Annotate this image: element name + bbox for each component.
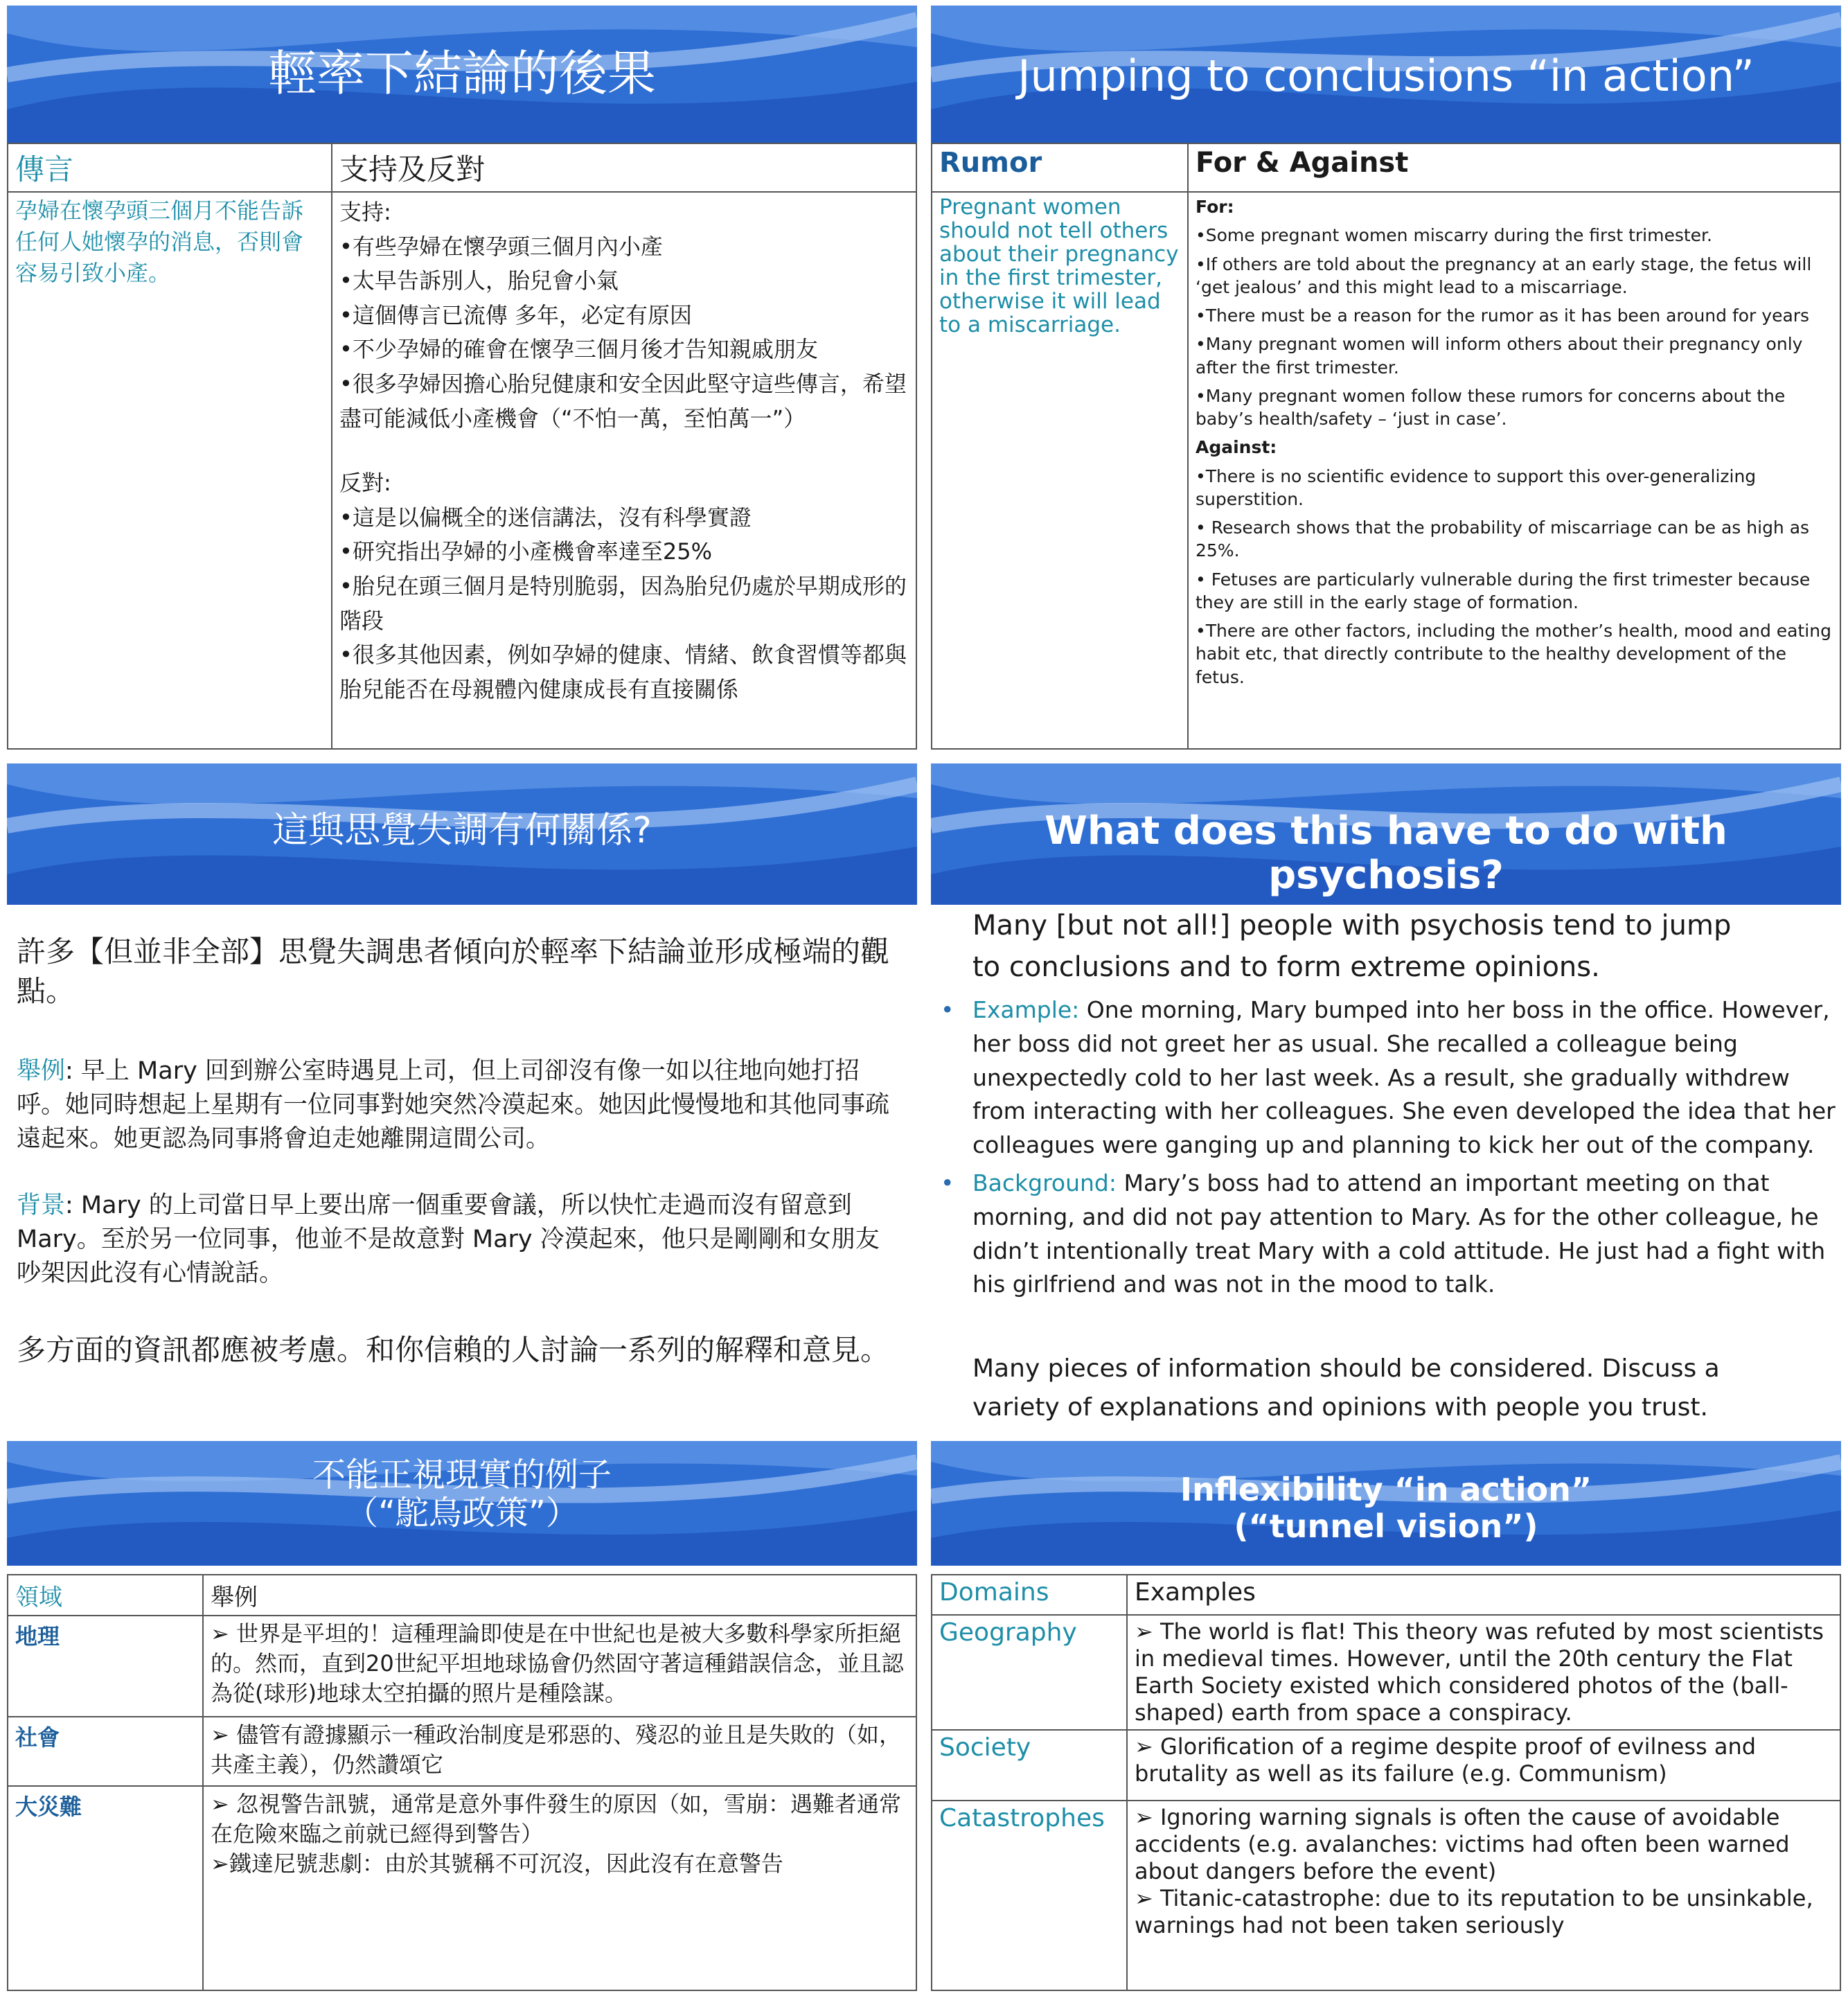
example-catastrophes bbox=[1127, 1801, 1840, 1990]
background-label: Background: bbox=[972, 1169, 1117, 1196]
rumor-table bbox=[7, 143, 917, 750]
for-item: •If others are told about the pregnancy at an early stage, the fetus will ‘get jealous’ and this might lead to a miscarriage. bbox=[1196, 254, 1812, 297]
example-label: 舉例 bbox=[17, 1057, 66, 1085]
slide-3-zh-psychosis bbox=[7, 763, 917, 1429]
slide-4-en-psychosis bbox=[931, 763, 1841, 1429]
for-item: •這個傳言已流傳 多年，必定有原因 bbox=[339, 301, 693, 328]
slide-1-zh-consequences bbox=[7, 6, 917, 751]
header-rumor: 傳言 bbox=[8, 143, 332, 192]
against-item: • Fetuses are particularly vulnerable during the first trimester because they are still in the early stage of formation. bbox=[1196, 569, 1811, 612]
for-item: •Many pregnant women will inform others about their pregnancy only after the first trimester. bbox=[1196, 334, 1803, 378]
slide-title-line-2: （“鴕鳥政策”） bbox=[345, 1494, 579, 1533]
slide-banner bbox=[931, 1441, 1841, 1566]
against-item: •胎兒在頭三個月是特別脆弱，因為胎兒仍處於早期成形的階段 bbox=[339, 572, 907, 634]
domain-society: Society bbox=[932, 1730, 1127, 1801]
against-heading: Against: bbox=[1196, 437, 1277, 458]
rumor-text: 孕婦在懷孕頭三個月不能告訴任何人她懷孕的消息，否則會容易引致小產。 bbox=[8, 192, 332, 749]
for-item: •不少孕婦的確會在懷孕三個月後才告知親戚朋友 bbox=[339, 336, 818, 363]
for-item: •There must be a reason for the rumor as it has been around for years bbox=[1196, 306, 1810, 326]
example-line: ➢ Ignoring warning signals is often the cause of avoidable accidents (e.g. avalanches: victims had often been warned about dangers before the event) bbox=[1135, 1804, 1790, 1885]
outro-text: 多方面的資訊都應被考慮。和你信賴的人討論一系列的解釋和意見。 bbox=[17, 1333, 890, 1367]
for-heading: 支持: bbox=[339, 199, 391, 225]
example-line: ➢ Titanic-catastrophe: due to its reputation to be unsinkable, warnings had not been taken seriously bbox=[1135, 1885, 1813, 1939]
example-catastrophes bbox=[203, 1786, 916, 1990]
slide-title-line-1: Inflexibility “in action” bbox=[1180, 1471, 1592, 1508]
header-rumor: Rumor bbox=[932, 143, 1188, 192]
for-against-cell bbox=[1188, 192, 1840, 749]
against-item: •研究指出孕婦的小產機會率達至25% bbox=[339, 538, 713, 565]
for-item: •Some pregnant women miscarry during the first trimester. bbox=[1196, 225, 1712, 246]
slide-title: Jumping to conclusions “in action” bbox=[1018, 51, 1754, 101]
example-society: ➢ 儘管有證據顯示一種政治制度是邪惡的、殘忍的並且是失敗的（如，共產主義），仍然讚頌它 bbox=[203, 1717, 916, 1786]
slide-banner bbox=[931, 6, 1841, 143]
header-examples: 舉例 bbox=[203, 1575, 916, 1616]
against-heading: 反對: bbox=[339, 470, 391, 497]
slide-title bbox=[7, 1456, 917, 1532]
against-item: •很多其他因素，例如孕婦的健康、情緒、飲食習慣等都與胎兒能否在母親體內健康成長有直接關係 bbox=[339, 642, 907, 702]
against-item: •There are other factors, including the mother’s health, mood and eating habit etc, that directly contribute to the healthy development of the fetus. bbox=[1196, 621, 1831, 687]
example-society: ➢ Glorification of a regime despite proof of evilness and brutality as well as its failure (e.g. Communism) bbox=[1127, 1730, 1840, 1801]
example-bullet bbox=[972, 993, 1838, 1162]
for-item: •太早告訴別人，胎兒會小氣 bbox=[339, 267, 619, 294]
for-item: •Many pregnant women follow these rumors for concerns about the baby’s health/safety – ‘just in case’. bbox=[1196, 385, 1786, 429]
example-geography: ➢ 世界是平坦的！這種理論即使是在中世紀也是被大多數科學家所拒絕的。然而，直到20世紀平坦地球協會仍然固守著這種錯誤信念，並且認為從(球形)地球太空拍攝的照片是種陰謀。 bbox=[203, 1616, 916, 1717]
example-text: : 早上 Mary 回到辦公室時遇見上司，但上司卻沒有像一如以往地向她打招呼。她同時想起上星期有一位同事對她突然冷漠起來。她因此慢慢地和其他同事疏遠起來。她更認為同事將會迫走她離開這間公司。 bbox=[17, 1057, 890, 1153]
header-for-against: 支持及反對 bbox=[332, 143, 916, 192]
slide-title-line-1: 不能正視現實的例子 bbox=[312, 1456, 612, 1494]
domain-geography: Geography bbox=[932, 1615, 1127, 1730]
intro-text: Many [but not all!] people with psychosis tend to jump to conclusions and to form extreme opinions. bbox=[972, 910, 1732, 983]
header-examples: Examples bbox=[1127, 1575, 1840, 1615]
domain-catastrophes: 大災難 bbox=[8, 1786, 203, 1990]
against-item: •這是以偏概全的迷信講法，沒有科學實證 bbox=[339, 504, 752, 531]
slide-5-zh-ostrich bbox=[7, 1441, 917, 1992]
header-for-against: For & Against bbox=[1188, 143, 1840, 192]
domain-geography: 地理 bbox=[8, 1616, 203, 1717]
for-item: •很多孕婦因擔心胎兒健康和安全因此堅守這些傳言，希望盡可能減低小產機會（“不怕一萬，至怕萬一”） bbox=[339, 370, 907, 432]
example-paragraph bbox=[17, 1054, 903, 1156]
background-bullet bbox=[972, 1167, 1838, 1302]
slide-2-en-jumping bbox=[931, 6, 1841, 751]
slide-title: 輕率下結論的後果 bbox=[268, 45, 656, 102]
background-text: Mary’s boss had to attend an important meeting on that morning, and did not pay attention to Mary. As for the other colleague, he didn’t intentionally treat Mary with a cold attitude. He just had a fight with his girlfriend and was not in the mood to talk. bbox=[972, 1169, 1826, 1298]
slide-banner bbox=[7, 6, 917, 143]
example-line: ➢鐵達尼號悲劇：由於其號稱不可沉沒，因此沒有在意警告 bbox=[211, 1850, 783, 1877]
intro-text: 許多【但並非全部】思覺失調患者傾向於輕率下結論並形成極端的觀點。 bbox=[17, 935, 890, 1008]
example-text: One morning, Mary bumped into her boss in the office. However, her boss did not greet her as usual. She recalled a colleague being unexpectedly cold to her last week. As a result, she gradually withdrew from interacting with her colleagues. She even developed the idea that her colleagues were ganging up and planning to kick her out of the company. bbox=[972, 996, 1836, 1159]
domain-society: 社會 bbox=[8, 1717, 203, 1786]
outro-text: Many pieces of information should be considered. Discuss a variety of explanations and opinions with people you trust. bbox=[972, 1354, 1720, 1422]
for-against-cell bbox=[332, 192, 916, 749]
slide-6-en-inflexibility bbox=[931, 1441, 1841, 1992]
slide-title-line-2: (“tunnel vision”) bbox=[1234, 1507, 1538, 1545]
example-line: ➢ 忽視警告訊號，通常是意外事件發生的原因（如，雪崩：遇難者通常在危險來臨之前就已經得到警告） bbox=[211, 1791, 901, 1848]
domain-catastrophes: Catastrophes bbox=[932, 1801, 1127, 1990]
slide-banner bbox=[931, 763, 1841, 905]
slide-title: 這與思覺失調有何關係? bbox=[272, 810, 652, 851]
slide-banner bbox=[7, 1441, 917, 1566]
slide-title bbox=[931, 1471, 1841, 1545]
for-item: •有些孕婦在懷孕頭三個月內小產 bbox=[339, 233, 663, 260]
for-heading: For: bbox=[1196, 197, 1234, 217]
example-label: Example: bbox=[972, 996, 1080, 1023]
rumor-table bbox=[931, 143, 1841, 750]
domains-table bbox=[7, 1574, 917, 1991]
header-domain: 領域 bbox=[8, 1575, 203, 1616]
against-item: • Research shows that the probability of miscarriage can be as high as 25%. bbox=[1196, 518, 1810, 561]
background-label: 背景 bbox=[17, 1192, 66, 1219]
header-domain: Domains bbox=[932, 1575, 1127, 1615]
against-item: •There is no scientific evidence to support this over-generalizing superstition. bbox=[1196, 466, 1757, 509]
background-paragraph bbox=[17, 1189, 903, 1291]
slide-title: What does this have to do with psychosis? bbox=[1045, 808, 1727, 899]
background-text: : Mary 的上司當日早上要出席一個重要會議，所以快忙走過而沒有留意到Mary。至於另一位同事，他並不是故意對 Mary 冷漠起來，他只是剛剛和女朋友吵架因此沒有心情說話。 bbox=[17, 1192, 880, 1287]
example-geography: ➢ The world is flat! This theory was refuted by most scientists in medieval times. However, until the 20th century the Flat Earth Society existed which considered photos of the (ball-shaped) earth from space a conspiracy. bbox=[1127, 1615, 1840, 1730]
domains-table bbox=[931, 1574, 1841, 1991]
rumor-text: Pregnant women should not tell others about their pregnancy in the first trimester, otherwise it will lead to a miscarriage. bbox=[932, 192, 1188, 749]
slide-banner bbox=[7, 763, 917, 905]
